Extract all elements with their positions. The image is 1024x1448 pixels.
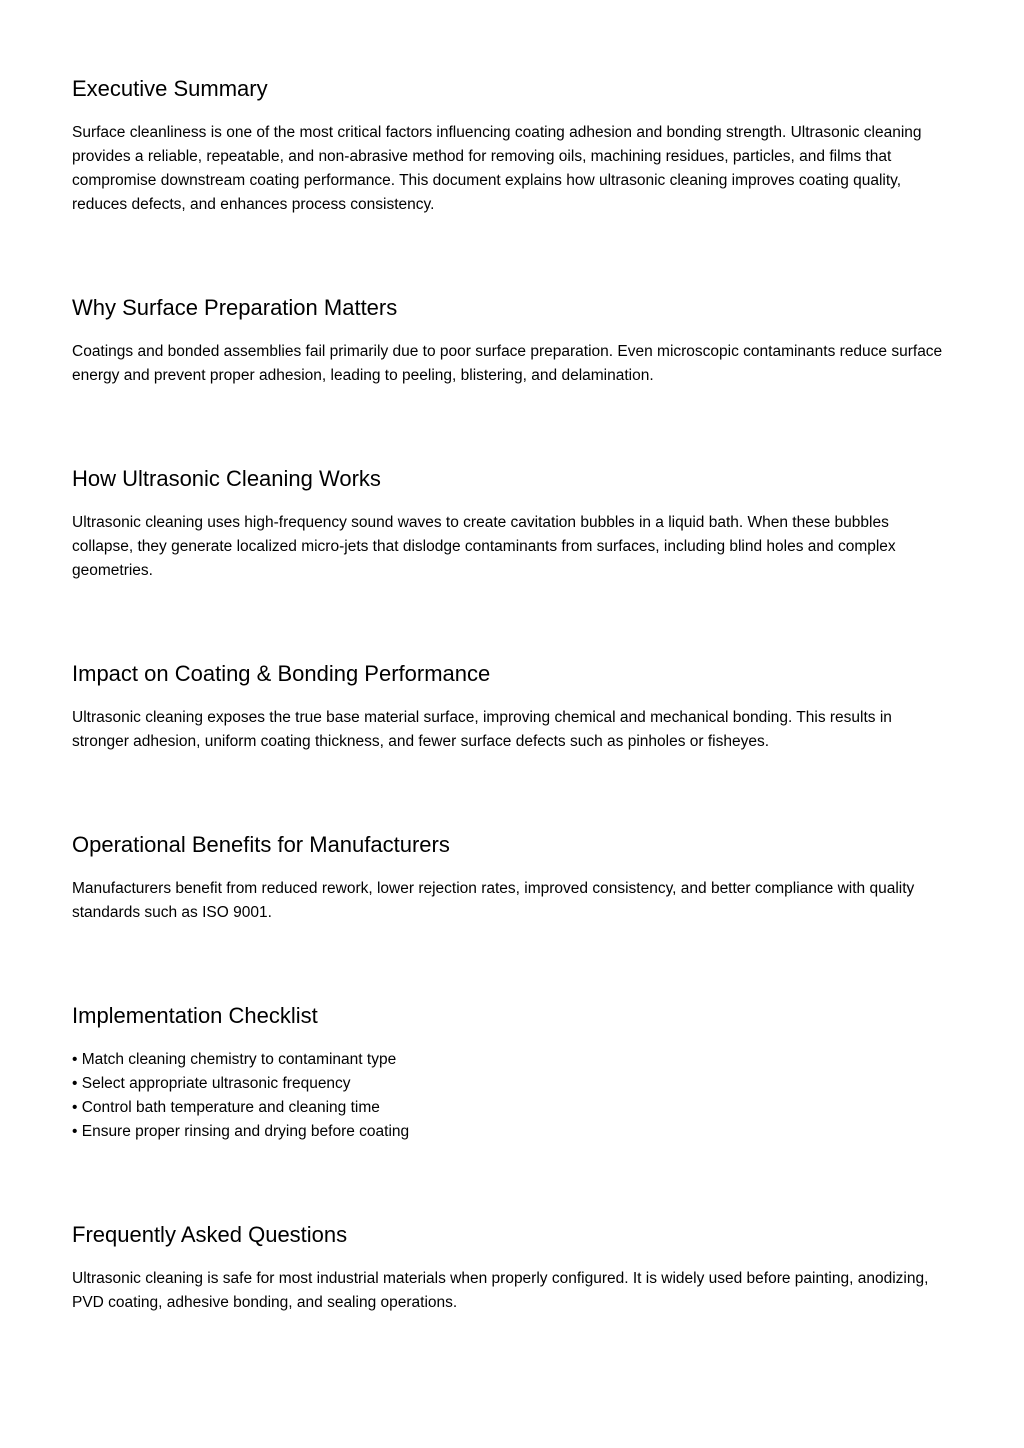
- section-paragraph: Ultrasonic cleaning uses high-frequency sound waves to create cavitation bubbles in a liquid bath. When these bubbles collapse, they generate localized micro-jets that dislodge contaminants from surfaces, including blind holes and complex geometries.: [72, 514, 896, 579]
- section-paragraph: Ultrasonic cleaning is safe for most industrial materials when properly configured. It is widely used before painting, anodizing, PVD coating, adhesive bonding, and sealing operations.: [72, 1270, 929, 1311]
- checklist-item: • Select appropriate ultrasonic frequency: [72, 1075, 351, 1092]
- section-operational-benefits-for-manufacturers: [72, 832, 952, 925]
- section-heading: Executive Summary: [72, 76, 268, 101]
- section-executive-summary: [72, 76, 952, 217]
- section-implementation-checklist: [72, 1003, 952, 1144]
- section-paragraph: Surface cleanliness is one of the most critical factors influencing coating adhesion and bonding strength. Ultrasonic cleaning provides a reliable, repeatable, and non-abrasive method for removing oils, machining residues, particles, and films that compromise downstream coating performance. This document explains how ultrasonic cleaning improves coating quality, reduces defects, and enhances process consistency.: [72, 124, 922, 213]
- section-frequently-asked-questions: [72, 1222, 952, 1315]
- checklist: [72, 1048, 952, 1144]
- section-paragraph: Ultrasonic cleaning exposes the true base material surface, improving chemical and mechanical bonding. This results in stronger adhesion, uniform coating thickness, and fewer surface defects such as pinholes or fisheyes.: [72, 709, 892, 750]
- checklist-item: • Match cleaning chemistry to contaminant type: [72, 1051, 397, 1068]
- section-heading: Implementation Checklist: [72, 1003, 318, 1028]
- section-heading: How Ultrasonic Cleaning Works: [72, 466, 381, 491]
- checklist-item: • Ensure proper rinsing and drying before coating: [72, 1123, 410, 1140]
- checklist-item: • Control bath temperature and cleaning time: [72, 1099, 380, 1116]
- section-why-surface-preparation-matters: [72, 295, 952, 388]
- section-how-ultrasonic-cleaning-works: [72, 466, 952, 583]
- section-heading: Why Surface Preparation Matters: [72, 295, 398, 320]
- section-paragraph: Manufacturers benefit from reduced rework, lower rejection rates, improved consistency, and better compliance with quality standards such as ISO 9001.: [72, 880, 915, 921]
- section-heading: Operational Benefits for Manufacturers: [72, 832, 450, 857]
- section-heading: Frequently Asked Questions: [72, 1222, 348, 1247]
- section-heading: Impact on Coating & Bonding Performance: [72, 661, 491, 686]
- section-impact-on-coating-bonding-performance: [72, 661, 952, 754]
- section-paragraph: Coatings and bonded assemblies fail primarily due to poor surface preparation. Even microscopic contaminants reduce surface energy and prevent proper adhesion, leading to peeling, blistering, and delamination.: [72, 343, 943, 384]
